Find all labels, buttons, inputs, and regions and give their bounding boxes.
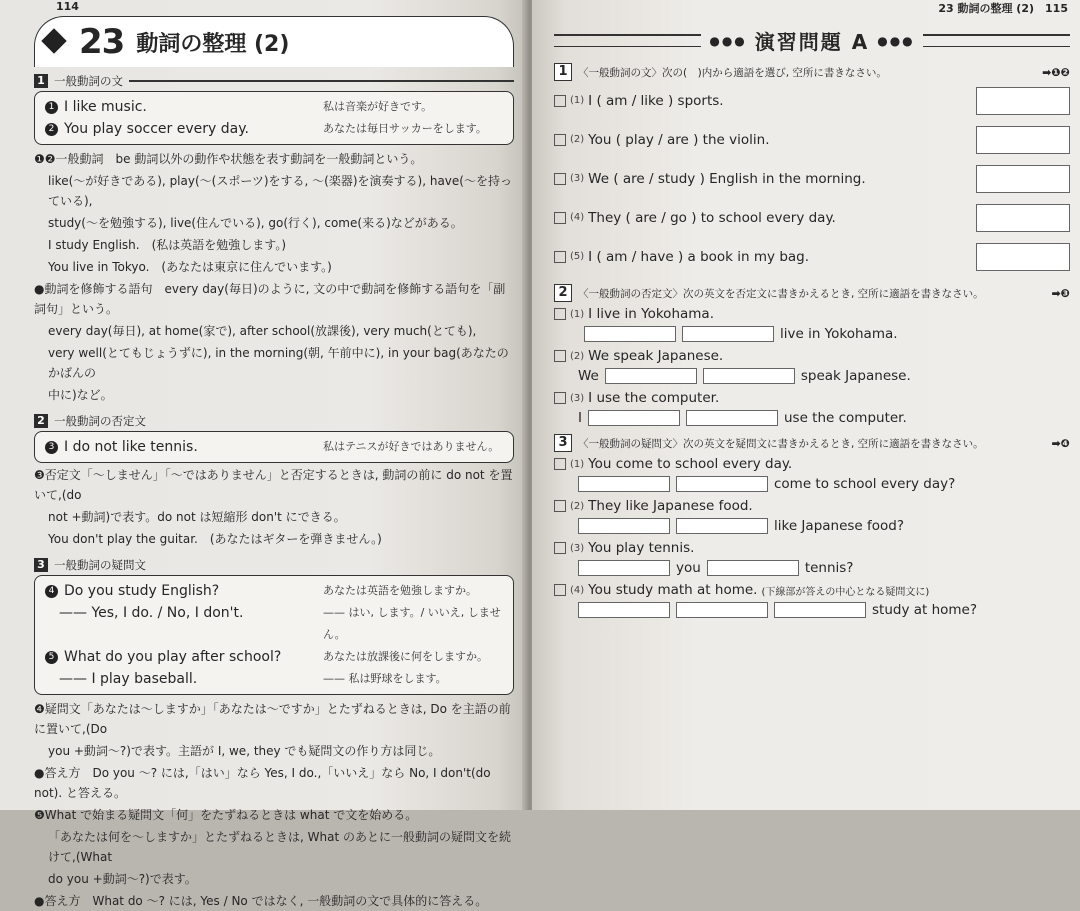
answer-blank[interactable]: [676, 518, 768, 534]
question-block: [554, 582, 1070, 618]
section-title: 一般動詞の疑問文: [54, 558, 146, 572]
question-row: [554, 81, 1070, 120]
checkbox[interactable]: [554, 134, 566, 146]
note-line: 「あなたは何を～しますか」とたずねるときは, What のあとに一般動詞の疑問文を続けて,(What: [48, 830, 511, 864]
answer-suffix: speak Japanese.: [800, 368, 911, 384]
question-block: [554, 498, 1070, 534]
section-number: 3: [34, 558, 48, 572]
answer-blank[interactable]: [584, 326, 676, 342]
question-number: (2): [570, 500, 585, 512]
section-number: 1: [34, 74, 48, 88]
question-row: [554, 237, 1070, 276]
question-number: (4): [570, 212, 585, 223]
exercise-heading: [554, 284, 1070, 302]
question-text: You ( play / are ) the violin.: [588, 131, 770, 148]
answer-middle: you: [676, 560, 701, 576]
exercise-title: 演習問題 A: [754, 30, 870, 54]
answer-blank[interactable]: [686, 410, 778, 426]
section-title: 一般動詞の文: [54, 74, 123, 88]
note-line: ❹疑問文「あなたは～しますか」「あなたは～ですか」とたずねるときは, Do を主語の前に置いて,(Do: [34, 702, 511, 736]
note-line: You live in Tokyo. (あなたは東京に住んでいます。): [48, 260, 332, 274]
question-number: (1): [570, 95, 585, 106]
question-text: We speak Japanese.: [588, 348, 724, 364]
question-number: (2): [570, 134, 585, 145]
answer-suffix: like Japanese food?: [774, 518, 905, 534]
number-5-icon: 5: [45, 651, 58, 664]
reference-tag: ➡❸: [1051, 286, 1070, 300]
example-box: [34, 431, 514, 463]
question-text: You play tennis.: [588, 540, 695, 556]
note-line: very well(とてもじょうずに), in the morning(朝, 午前中に), in your bag(あなたのかばんの: [48, 346, 509, 380]
answer-suffix: come to school every day?: [774, 476, 956, 492]
chapter-number: 23: [79, 22, 125, 62]
question-block: [554, 390, 1070, 426]
right-page: [532, 0, 1080, 810]
checkbox[interactable]: [554, 308, 566, 320]
section-heading: [34, 557, 514, 573]
question-number: (3): [570, 173, 585, 184]
example-english: I do not like tennis.: [64, 439, 198, 455]
answer-blank[interactable]: [774, 602, 866, 618]
answer-suffix: use the computer.: [783, 410, 907, 426]
example-english: I like music.: [64, 99, 147, 115]
answer-prefix: I: [578, 410, 582, 426]
question-text: You come to school every day.: [588, 456, 793, 472]
example-japanese: —— はい, します。/ いいえ, しません。: [323, 606, 501, 641]
example-english: You play soccer every day.: [64, 121, 249, 137]
dots-decoration: ●●●: [709, 33, 747, 48]
question-text: We ( are / study ) English in the morning.: [588, 170, 866, 187]
reference-tag: ➡❶❷: [1042, 65, 1070, 79]
page-number: 115: [1045, 2, 1068, 15]
checkbox[interactable]: [554, 212, 566, 224]
example-row: [45, 580, 503, 602]
exercise-heading: [554, 434, 1070, 452]
answer-box[interactable]: [976, 165, 1070, 193]
example-japanese: あなたは放課後に何をしますか。: [323, 650, 488, 663]
question-number: (4): [570, 584, 585, 596]
explanation-notes: [34, 699, 514, 911]
note-line: do you +動詞～?)で表す。: [48, 872, 197, 886]
note-line: You don't play the guitar. (あなたはギターを弾きません。): [48, 532, 382, 546]
answer-blank[interactable]: [682, 326, 774, 342]
checkbox[interactable]: [554, 458, 566, 470]
example-japanese: —— 私は野球をします。: [323, 672, 447, 685]
number-2-icon: 2: [45, 123, 58, 136]
question-number: (1): [570, 458, 585, 470]
example-row: [45, 436, 503, 458]
section-heading: [34, 73, 514, 89]
running-head-text: 23 動詞の整理 (2): [938, 2, 1035, 15]
example-english: Do you study English?: [64, 583, 220, 599]
answer-box[interactable]: [976, 243, 1070, 271]
question-text: I ( am / have ) a book in my bag.: [588, 248, 810, 265]
question-text: I use the computer.: [588, 390, 720, 406]
question-block: [554, 540, 1070, 576]
explanation-notes: [34, 149, 514, 405]
note-line: ●答え方 What do ～? には, Yes / No ではなく, 一般動詞の文で具体的に答える。: [34, 894, 488, 908]
answer-box[interactable]: [976, 204, 1070, 232]
checkbox[interactable]: [554, 173, 566, 185]
checkbox[interactable]: [554, 584, 566, 596]
question-row: [554, 159, 1070, 198]
checkbox[interactable]: [554, 95, 566, 107]
question-number: (5): [570, 251, 585, 262]
answer-blank[interactable]: [676, 602, 768, 618]
exercise-banner: [554, 26, 1070, 55]
answer-blank[interactable]: [578, 560, 670, 576]
divider: [129, 80, 514, 82]
answer-prefix: We: [578, 368, 599, 384]
example-row: [45, 602, 503, 646]
chapter-header: [34, 16, 514, 67]
answer-blank[interactable]: [578, 518, 670, 534]
reference-tag: ➡❹: [1051, 436, 1070, 450]
example-japanese: 私は音楽が好きです。: [323, 100, 433, 113]
example-box: [34, 91, 514, 145]
diamond-icon: [41, 28, 66, 53]
divider: [923, 34, 1070, 47]
question-text: I live in Yokohama.: [588, 306, 714, 322]
answer-box[interactable]: [976, 126, 1070, 154]
answer-blank[interactable]: [676, 476, 768, 492]
exercise-number: 1: [554, 63, 572, 81]
exercise-instruction: 〈一般動詞の文〉次の( )内から適語を選び, 空所に書きなさい。: [578, 66, 887, 79]
answer-blank[interactable]: [578, 476, 670, 492]
number-3-icon: 3: [45, 441, 58, 454]
exercise-heading: [554, 63, 1070, 81]
explanation-notes: [34, 465, 514, 549]
section-title: 一般動詞の否定文: [54, 414, 146, 428]
question-number: (3): [570, 392, 585, 404]
example-english: —— I play baseball.: [59, 671, 198, 687]
answer-suffix: study at home?: [872, 602, 978, 618]
answer-blank[interactable]: [707, 560, 799, 576]
note-line: ❸否定文「～しません」「～ではありません」と否定するときは, 動詞の前に do not を置いて,(do: [34, 468, 513, 502]
example-japanese: 私はテニスが好きではありません。: [323, 440, 500, 453]
exercise-instruction: 〈一般動詞の疑問文〉次の英文を疑問文に書きかえるとき, 空所に適語を書きなさい。: [578, 437, 984, 450]
note-line: every day(毎日), at home(家で), after school(放課後), very much(とても),: [48, 324, 477, 338]
divider: [554, 34, 701, 47]
example-row: [45, 668, 503, 690]
left-page: [0, 0, 528, 908]
example-japanese: あなたは英語を勉強しますか。: [323, 584, 477, 597]
example-row: [45, 118, 503, 140]
checkbox[interactable]: [554, 251, 566, 263]
checkbox[interactable]: [554, 350, 566, 362]
running-head: [938, 0, 1068, 16]
question-text: They ( are / go ) to school every day.: [588, 209, 836, 226]
answer-blank[interactable]: [578, 602, 670, 618]
note-line: study(～を勉強する), live(住んでいる), go(行く), come(来る)などがある。: [48, 216, 463, 230]
number-1-icon: 1: [45, 101, 58, 114]
checkbox[interactable]: [554, 542, 566, 554]
question-row: [554, 198, 1070, 237]
example-row: [45, 96, 503, 118]
question-text: You study math at home.: [588, 582, 758, 598]
note-line: like(～が好きである), play(～(スポーツ)をする, ～(楽器)を演奏する), have(～を持っている),: [48, 174, 512, 208]
section-number: 2: [34, 414, 48, 428]
question-text: They like Japanese food.: [588, 498, 753, 514]
example-english: What do you play after school?: [64, 649, 282, 665]
number-4-icon: 4: [45, 585, 58, 598]
question-block: [554, 306, 1070, 342]
note-line: 中に)など。: [48, 388, 113, 402]
answer-suffix: live in Yokohama.: [780, 326, 898, 342]
question-note: (下線部が答えの中心となる疑問文に): [761, 586, 930, 598]
answer-blank[interactable]: [703, 368, 795, 384]
exercise-number: 3: [554, 434, 572, 452]
example-japanese: あなたは毎日サッカーをします。: [323, 122, 487, 135]
question-number: (1): [570, 308, 585, 320]
dots-decoration: ●●●: [877, 33, 915, 48]
note-line: ❺What で始まる疑問文「何」をたずねるときは what で文を始める。: [34, 808, 418, 822]
section-heading: [34, 413, 514, 429]
example-box: [34, 575, 514, 695]
note-line: ❶❷一般動詞 be 動詞以外の動作や状態を表す動詞を一般動詞という。: [34, 152, 423, 166]
question-text: I ( am / like ) sports.: [588, 92, 724, 109]
question-row: [554, 120, 1070, 159]
exercise-number: 2: [554, 284, 572, 302]
checkbox[interactable]: [554, 392, 566, 404]
chapter-title: 動詞の整理 (2): [136, 31, 290, 57]
answer-blank[interactable]: [588, 410, 680, 426]
example-english: —— Yes, I do. / No, I don't.: [59, 605, 244, 621]
note-line: I study English. (私は英語を勉強します。): [48, 238, 286, 252]
answer-blank[interactable]: [605, 368, 697, 384]
answer-suffix: tennis?: [804, 560, 854, 576]
answer-box[interactable]: [976, 87, 1070, 115]
question-number: (3): [570, 542, 585, 554]
page-number: 114: [56, 0, 79, 13]
note-line: ●答え方 Do you ～? には,「はい」なら Yes, I do.,「いいえ」なら No, I don't(do not). と答える。: [34, 766, 491, 800]
example-row: [45, 646, 503, 668]
note-line: ●動詞を修飾する語句 every day(毎日)のように, 文の中で動詞を修飾する語句を「副詞句」という。: [34, 282, 506, 316]
checkbox[interactable]: [554, 500, 566, 512]
note-line: not +動詞)で表す。do not は短縮形 don't にできる。: [48, 510, 346, 524]
question-number: (2): [570, 350, 585, 362]
question-block: [554, 456, 1070, 492]
exercise-instruction: 〈一般動詞の否定文〉次の英文を否定文に書きかえるとき, 空所に適語を書きなさい。: [578, 287, 984, 300]
question-block: [554, 348, 1070, 384]
note-line: you +動詞～?)で表す。主語が I, we, they でも疑問文の作り方は同じ。: [48, 744, 441, 758]
